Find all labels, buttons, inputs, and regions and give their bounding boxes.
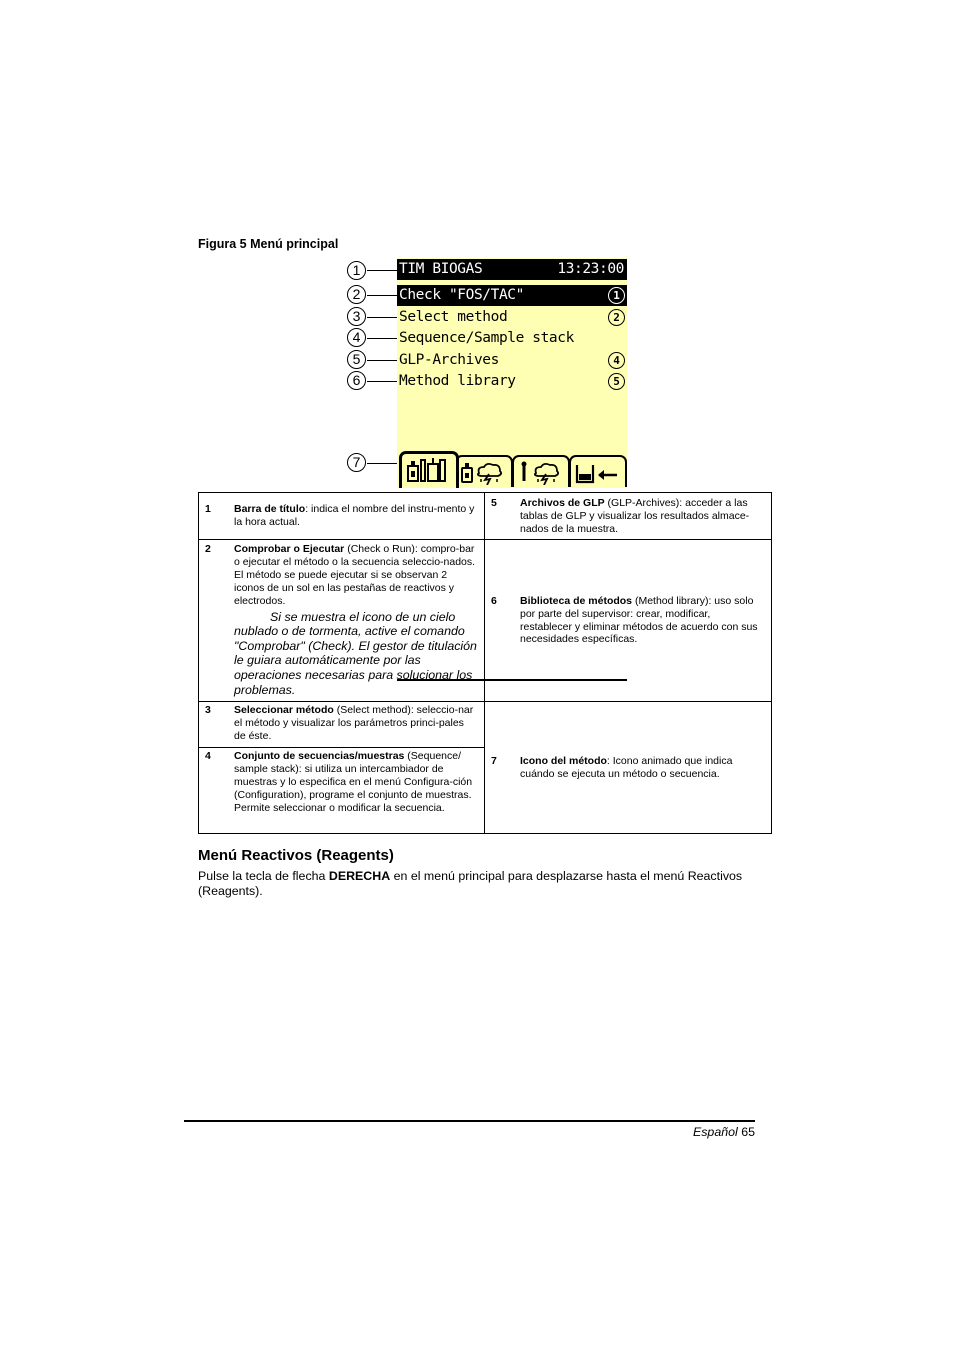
device-screen	[397, 258, 627, 488]
callout-leader	[367, 295, 398, 296]
key-name: DERECHA	[328, 869, 391, 883]
electrode-storm-icon	[516, 459, 564, 485]
tab-sample[interactable]	[569, 455, 627, 487]
callout-3: 3	[347, 307, 366, 326]
menu-item-sequence[interactable]: Sequence/Sample stack	[399, 330, 574, 346]
tab-electrodes[interactable]	[512, 455, 570, 487]
instrument-name: TIM BIOGAS	[399, 261, 483, 277]
bottles-icon	[404, 456, 450, 484]
section-body: Pulse la tecla de flecha DERECHA en el menú principal para desplazarse hasta el menú Reactivos (Reagents).	[198, 869, 743, 898]
callout-5: 5	[347, 350, 366, 369]
callout-2: 2	[347, 285, 366, 304]
callout-leader	[367, 463, 401, 464]
reagent-storm-icon	[459, 459, 507, 485]
figure-caption: Figura 5 Menú principal	[198, 237, 339, 251]
page-footer	[640, 1125, 755, 1139]
menu-item-method-library[interactable]: Method library 5	[397, 371, 627, 392]
callout-6: 6	[347, 371, 366, 390]
page-number: 65	[741, 1125, 755, 1139]
callout-leader	[367, 317, 398, 318]
legend-table	[198, 492, 772, 834]
tab-bar	[397, 451, 627, 488]
key-1-icon: 1	[608, 287, 625, 304]
legend-cell-1: 1 Barra de título: indica el nombre del instru-mento y la hora actual.	[199, 493, 485, 540]
tab-method[interactable]	[399, 451, 459, 488]
callout-leader	[367, 338, 398, 339]
key-2-icon: 2	[608, 309, 625, 326]
key-4-icon: 4	[608, 352, 625, 369]
menu-item-glp-archives[interactable]: GLP-Archives 4	[397, 350, 627, 371]
legend-cell-4: 4 Conjunto de secuencias/muestras (Sequence/ sample stack): si utiliza un intercambiador de muestras y lo especifica en el menú Configura-ción (Configuration), programe el conjunto de muestras. Permite seleccionar o modificar la secuencia.	[199, 748, 485, 834]
callout-1: 1	[347, 261, 366, 280]
menu-item-select-method[interactable]: Select method 2	[397, 307, 627, 328]
section-heading: Menú Reactivos (Reagents)	[198, 847, 394, 864]
title-bar	[397, 259, 627, 280]
beaker-arrow-icon	[573, 459, 621, 485]
callout-4: 4	[347, 328, 366, 347]
menu-item-check[interactable]: Check "FOS/TAC" 1	[397, 285, 627, 306]
footer-language: Español	[692, 1125, 738, 1139]
legend-cell-6: 6 Biblioteca de métodos (Method library): uso solo por parte del supervisor: crear, modificar, restablecer y eliminar métodos de acuerdo con sus necesidades específicas.	[485, 540, 772, 702]
legend-cell-7: 7 Icono del método: Icono animado que indica cuándo se ejecuta un método o secuencia.	[485, 702, 772, 834]
legend-note: Si se muestra el icono de un cielo nublado o de tormenta, active el comando "Comprobar" (Check). El gestor de titulación le guiara automáticamente por las operaciones necesarias para solucionar los problemas.	[234, 609, 477, 697]
callout-leader	[367, 360, 398, 361]
key-5-icon: 5	[608, 373, 625, 390]
clock: 13:23:00	[557, 261, 624, 277]
callout-7: 7	[347, 453, 366, 472]
tab-reagents[interactable]	[455, 455, 513, 487]
legend-cell-3: 3 Seleccionar método (Select method): seleccio-nar el método y visualizar los parámetros princi-pales de éste.	[199, 702, 485, 748]
callout-leader	[367, 381, 398, 382]
legend-cell-5: 5 Archivos de GLP (GLP-Archives): acceder a las tablas de GLP y visualizar los resultados almace-nados de la muestra.	[485, 493, 772, 540]
callout-leader	[367, 270, 398, 271]
footer-rule	[184, 1120, 755, 1122]
legend-cell-2: 2 Comprobar o Ejecutar (Check o Run): compro-bar o ejecutar el método o la secuencia seleccio-nados. El método se puede ejecutar si se observan 2 iconos de un sol en las pestañas de reactivos y electrodos. Si se muestra el icono de un cielo nublado o de tormenta, active el comando "Comprobar" (Check). El gestor de titulación le guiara automáticamente por las operaciones necesarias para solucionar los problemas.	[199, 540, 485, 702]
